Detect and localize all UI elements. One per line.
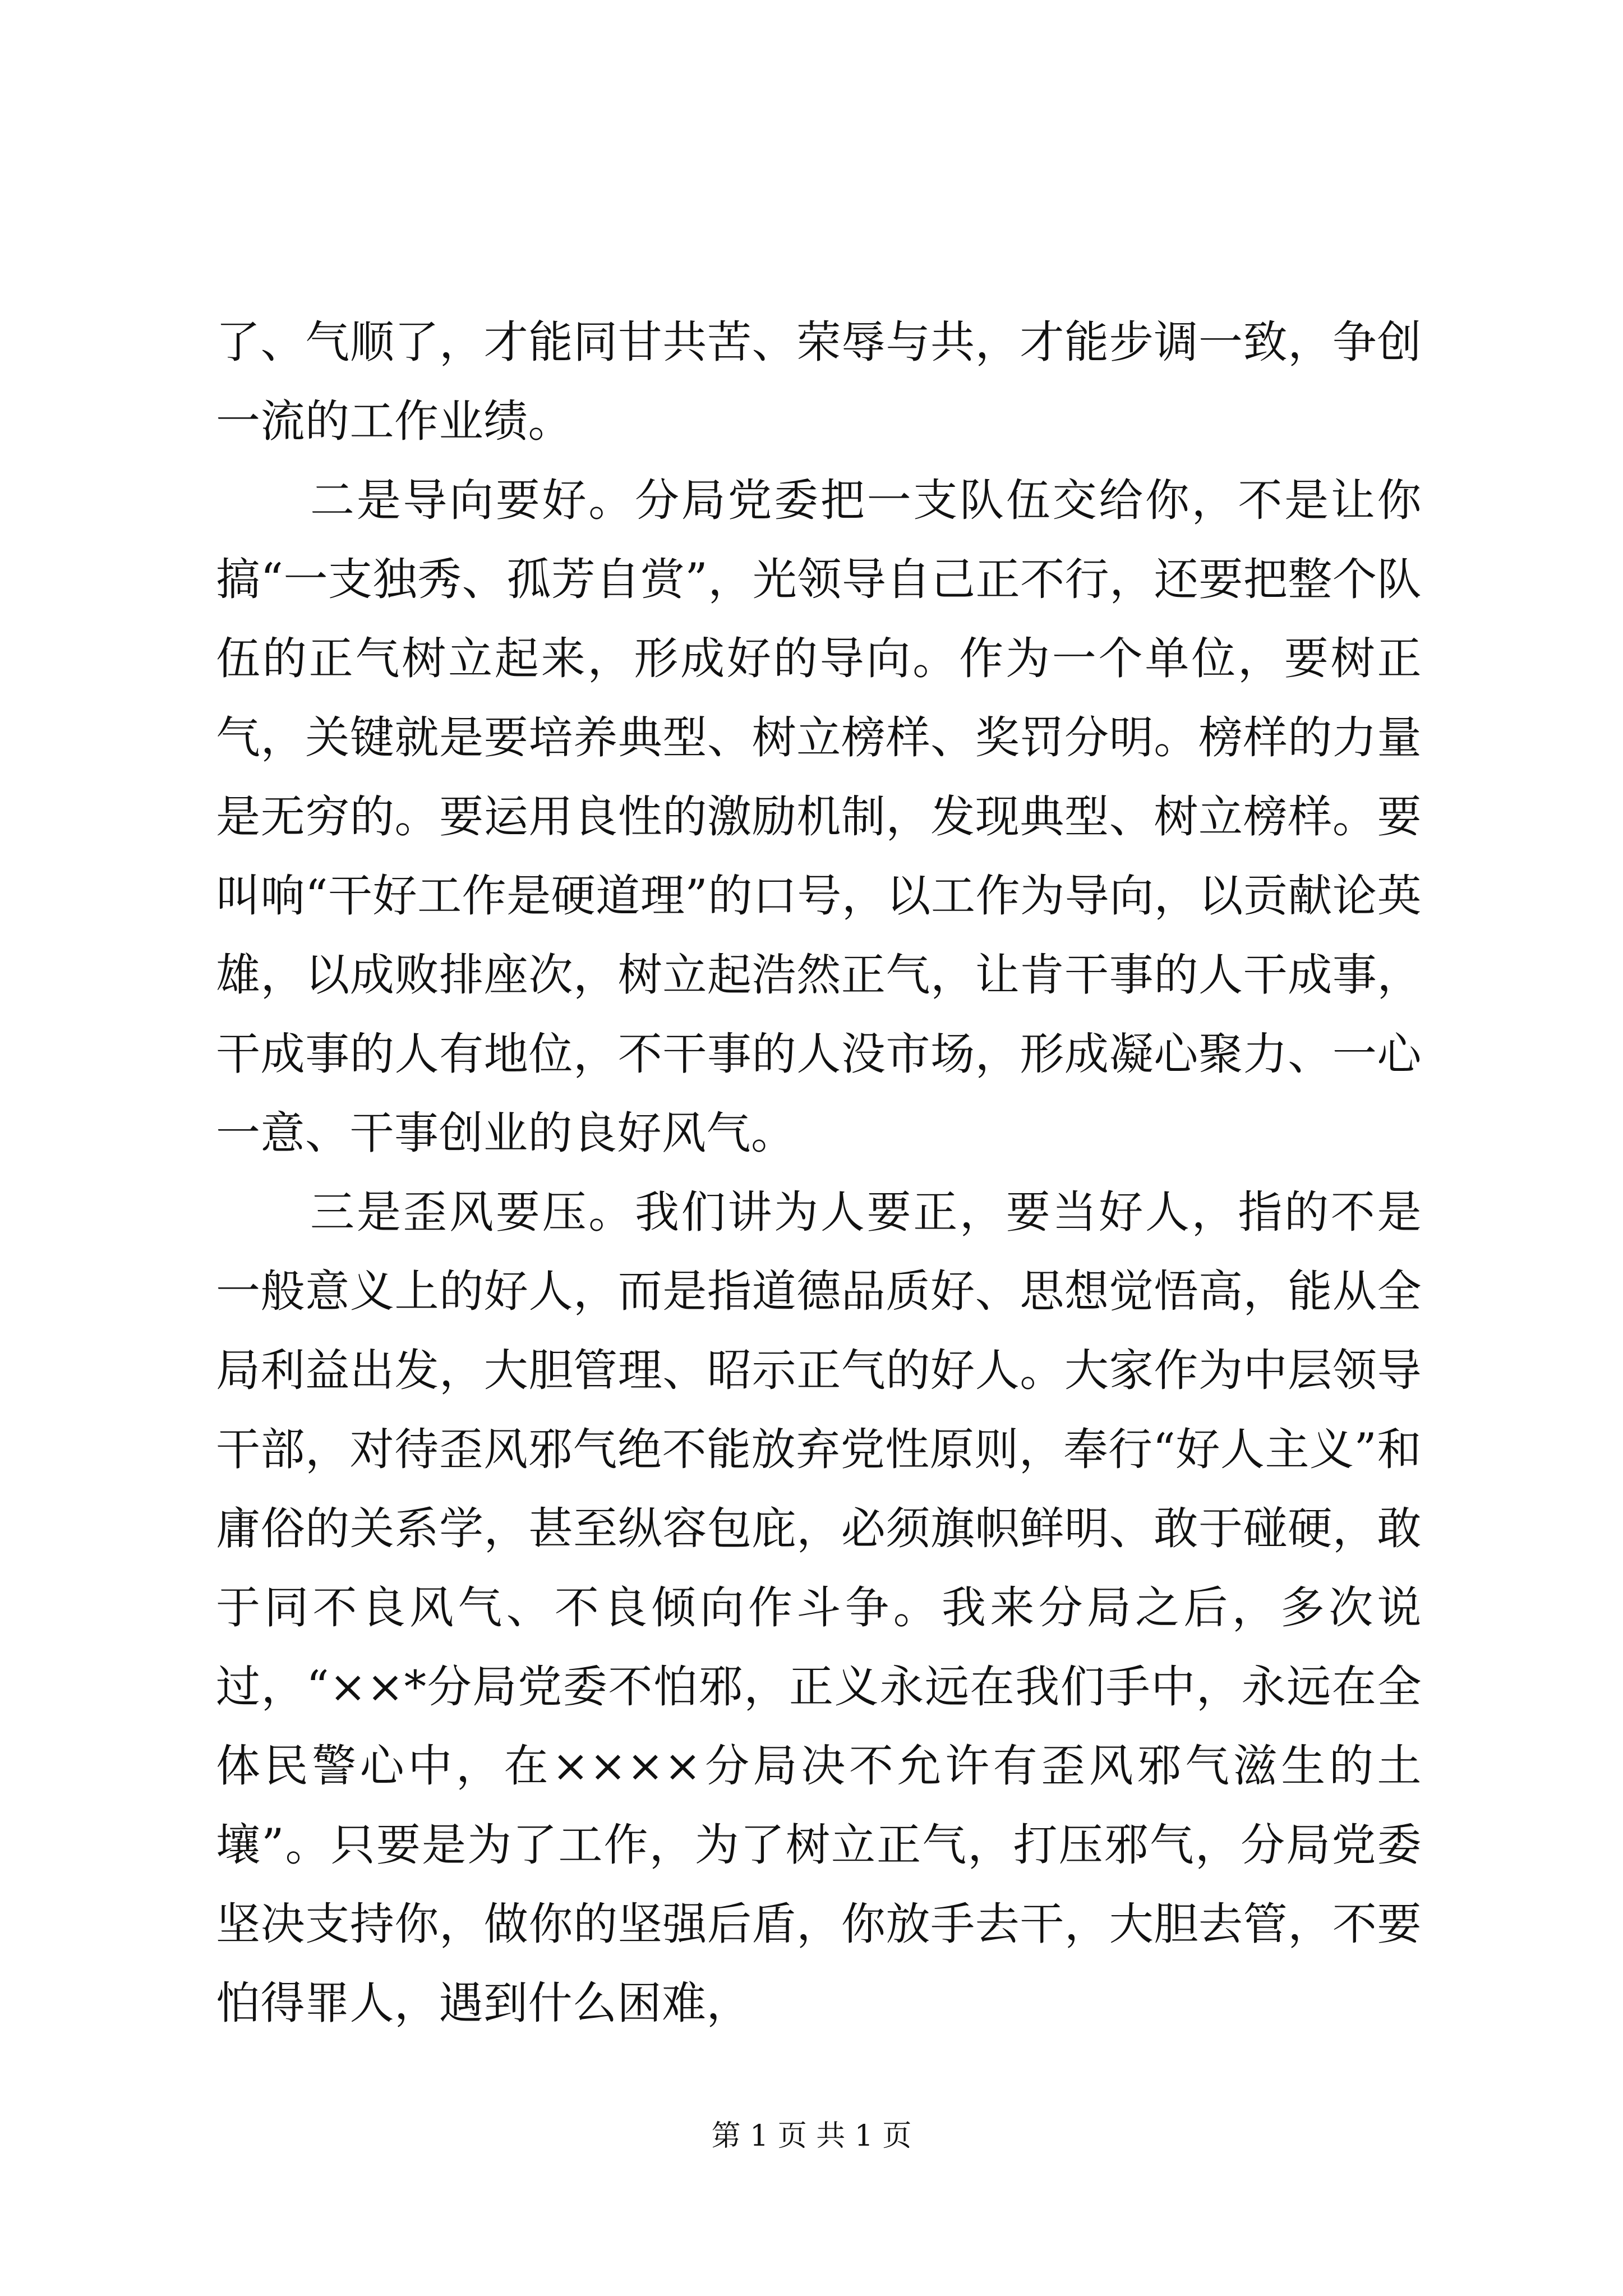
paragraph-2: 二是导向要好。分局党委把一支队伍交给你，不是让你搞“一支独秀、孤芳自赏”，光领导自己正不行，还要把整个队伍的正气树立起来，形成好的导向。作为一个单位，要树正气，关键就是要培养典型、树立榜样、奖罚分明。榜样的力量是无穷的。要运用良性的激励机制，发现典型、树立榜样。要叫响“干好工作是硬道理”的口号，以工作为导向，以贡献论英雄，以成败排座次，树立起浩然正气，让肯干事的人干成事，干成事的人有地位，不干事的人没市场，形成凝心聚力、一心一意、干事创业的良好风气。 bbox=[216, 475, 1422, 1159]
document-body bbox=[216, 303, 1422, 2043]
paragraph-1: 了、气顺了，才能同甘共苦、荣辱与共，才能步调一致，争创一流的工作业绩。 bbox=[216, 316, 1422, 447]
paragraph-3: 三是歪风要压。我们讲为人要正，要当好人，指的不是一般意义上的好人，而是指道德品质好、思想觉悟高，能从全局利益出发，大胆管理、昭示正气的好人。大家作为中层领导干部，对待歪风邪气绝不能放弃党性原则，奉行“好人主义”和庸俗的关系学，甚至纵容包庇，必须旗帜鲜明、敢于碰硬，敢于同不良风气、不良倾向作斗争。我来分局之后，多次说过，“××*分局党委不怕邪，正义永远在我们手中，永远在全体民警心中，在××××分局决不允许有歪风邪气滋生的土壤”。只要是为了工作，为了树立正气，打压邪气，分局党委坚决支持你，做你的坚强后盾，你放手去干，大胆去管，不要怕得罪人，遇到什么困难， bbox=[216, 1186, 1422, 2029]
page-footer: 第 1 页 共 1 页 bbox=[711, 2119, 912, 2153]
